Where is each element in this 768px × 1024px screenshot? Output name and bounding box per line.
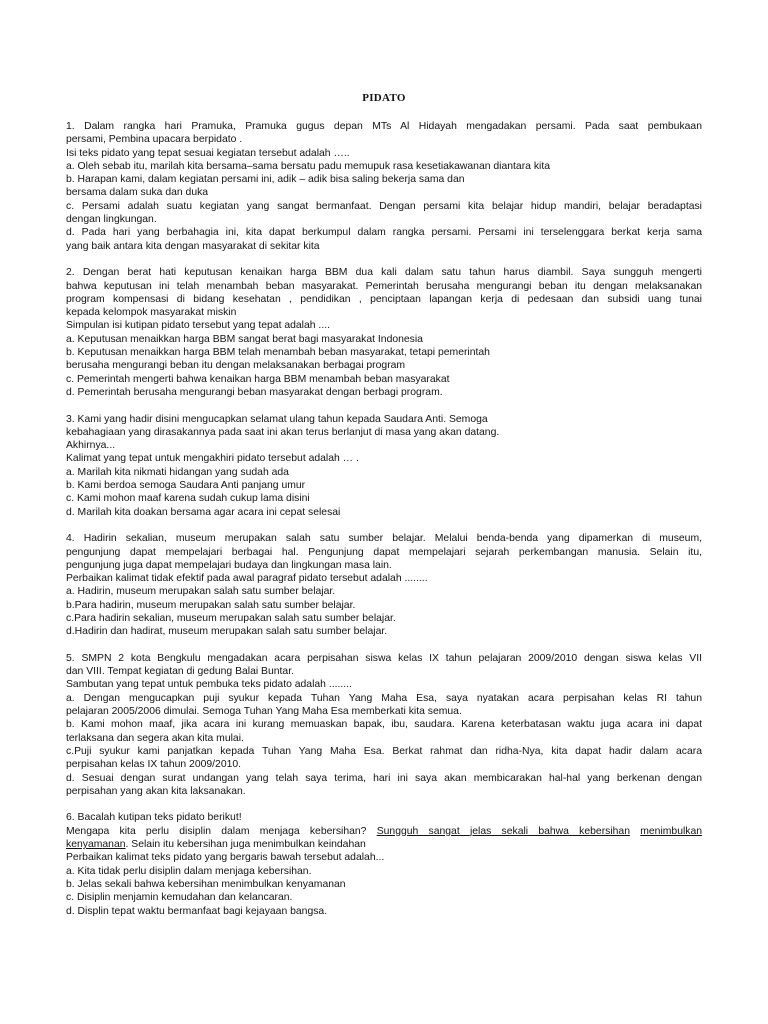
question-stem-line: pengunjung juga dapat mempelajari budaya dan lingkungan masa lain. [66,559,392,571]
quoted-plain-text: Mengapa kita perlu disiplin dalam menjaga kebersihan? [66,825,367,837]
option-b: b. Harapan kami, dalam kegiatan persami ini, adik – adik bisa saling bekerja sama dan [66,174,465,186]
option-a: a. Oleh sebab itu, marilah kita bersama–sama bersatu padu memupuk rasa kesetiakawanan diantara kita [66,160,551,172]
option-b-cont: bersama dalam suka dan duka [66,187,209,199]
question-prompt: Perbaikan kalimat tidak efektif pada awal paragraf pidato tersebut adalah ........ [66,573,428,585]
question-prompt: Perbaikan kalimat teks pidato yang bergaris bawah tersebut adalah... [66,852,385,864]
quoted-plain-text: . Selain itu kebersihan juga menimbulkan keindahan [125,839,366,851]
option-b: b.Para hadirin, museum merupakan salah satu sumber belajar. [66,599,356,611]
document-title: PIDATO [362,92,406,104]
question-6 [66,811,702,917]
option-c: c. Persami adalah suatu kegiatan yang sangat bermanfaat. Dengan persami kita belajar hidup mandiri, belajar beradaptasi [66,200,702,212]
question-stem-line: pengunjung dapat mempelajari berbagai hal. Pengunjung dapat mempelajari sejarah perkembangan manusia. Selain itu, [66,546,702,558]
option-c: c. Kami mohon maaf karena sudah cukup lama disini [66,493,310,505]
question-stem-line: kepada kelompok masyarakat miskin [66,307,237,319]
option-b: b. Keputusan menaikkan harga BBM telah menambah beban masyarakat, tetapi pemerintah [66,347,490,359]
question-prompt: Sambutan yang tepat untuk pembuka teks pidato adalah ........ [66,679,352,691]
option-d: d. Displin tepat waktu bermanfaat bagi kejayaan bangsa. [66,905,328,917]
question-5 [66,652,702,798]
question-prompt: Isi teks pidato yang tepat sesuai kegiatan tersebut adalah ….. [66,147,350,159]
question-1 [66,120,702,253]
question-prompt: Kalimat yang tepat untuk mengakhiri pidato tersebut adalah … . [66,453,359,465]
option-b-cont: terlaksana dan segera akan kita mulai. [66,732,244,744]
option-c: c. Disiplin menjamin kemudahan dan kelancaran. [66,892,293,904]
question-stem-line: dan VIII. Tempat kegiatan di gedung Balai Buntar. [66,666,294,678]
question-2 [66,266,702,399]
option-c-cont: dengan lingkungan. [66,214,157,226]
question-4 [66,532,702,638]
question-stem-line: bahwa keputusan ini telah menambah beban masyarakat. Pemerintah berusaha mengurangi beban itu dengan melaksanakan [66,280,702,292]
question-stem-line: persami, Pembina upacara berpidato . [66,134,243,146]
option-b: b. Kami berdoa semoga Saudara Anti panjang umur [66,480,306,492]
option-a: a. Marilah kita nikmati hidangan yang sudah ada [66,466,289,478]
option-c-cont: perpisahan kelas IX tahun 2009/2010. [66,759,242,771]
option-d-cont: perpisahan yang akan kita laksanakan. [66,785,246,797]
option-d: d. Sesuai dengan surat undangan yang telah saya terima, hari ini saya akan membicarakan hal-hal yang berkenan dengan [66,772,702,784]
option-b: b. Kami mohon maaf, jika acara ini kurang memuaskan bapak, ibu, saudara. Karena keterbatasan waktu juga acara ini dapat [66,719,702,731]
question-stem-line: 4. Hadirin sekalian, museum merupakan salah satu sumber belajar. Melalui benda-benda yang dipamerkan di museum, [66,533,702,545]
quoted-speech-line-2 [66,838,702,851]
option-b: b. Jelas sekali bahwa kebersihan menimbulkan kenyamanan [66,878,346,890]
option-d-cont: yang baik antara kita dengan masyarakat di sekitar kita [66,240,320,252]
question-stem-line: 1. Dalam rangka hari Pramuka, Pramuka gugus depan MTs Al Hidayah mengadakan persami. Pada saat pembukaan [66,121,702,132]
option-d: d.Hadirin dan hadirat, museum merupakan salah satu sumber belajar. [66,626,388,638]
option-b-cont: berusaha mengurangi beban itu dengan melaksanakan berbagai program [66,360,406,372]
option-d: d. Pemerintah berusaha mengurangi beban masyarakat dengan berbagi program. [66,386,443,398]
option-a: a. Dengan mengucapkan puji syukur kepada Tuhan Yang Maha Esa, saya nyatakan acara perpisahan kelas RI tahun [66,692,702,704]
option-a-cont: pelajaran 2005/2006 dimulai. Semoga Tuhan Yang Maha Esa memberkati kita semua. [66,706,462,718]
question-prompt: Simpulan isi kutipan pidato tersebut yang tepat adalah .... [66,320,330,332]
question-stem-line: kebahagiaan yang dirasakannya pada saat ini akan terus berlanjut di masa yang akan datang. [66,426,500,438]
underlined-sentence-end: kenyamanan [66,839,126,851]
option-c: c. Pemerintah mengerti bahwa kenaikan harga BBM menambah beban masyarakat [66,373,450,385]
underlined-sentence-cont: menimbulkan [640,825,703,837]
option-d: d. Marilah kita doakan bersama agar acara ini cepat selesai [66,506,341,518]
question-stem-line: program kompensasi di bidang kesehatan , pendidikan , penciptaan lapangan kerja di pedesaan dan subsidi uang tunai [66,293,702,305]
question-3 [66,413,702,519]
option-a: a. Kita tidak perlu disiplin dalam menjaga kebersihan. [66,865,312,877]
question-list [66,120,702,931]
option-a: a. Hadirin, museum merupakan salah satu sumber belajar. [66,586,336,598]
option-d: d. Pada hari yang berbahagia ini, kita dapat berkumpul dalam rangka persami. Persami ini terselenggara berkat kerja sama [66,227,702,239]
option-a: a. Keputusan menaikkan harga BBM sangat berat bagi masyarakat Indonesia [66,333,423,345]
question-stem-line: 5. SMPN 2 kota Bengkulu mengadakan acara perpisahan siswa kelas IX tahun pelajaran 2009/2010 dengan siswa kelas VII [66,652,702,664]
underlined-sentence: Sungguh sangat jelas sekali bahwa kebersihan [376,825,630,837]
question-stem-line: Akhirnya... [66,440,116,452]
quoted-speech-line-1 [66,825,702,838]
question-stem-line: 6. Bacalah kutipan teks pidato berikut! [66,812,242,824]
question-stem-line: 2. Dengan berat hati keputusan kenaikan harga BBM dua kali dalam satu tahun harus diambil. Saya sungguh mengerti [66,267,702,279]
option-c: c.Puji syukur kami panjatkan kepada Tuhan Yang Maha Esa. Berkat rahmat dan ridha-Nya, kita dapat hadir dalam acara [66,745,702,757]
option-c: c.Para hadirin sekalian, museum merupakan salah satu sumber belajar. [66,612,396,624]
question-stem-line: 3. Kami yang hadir disini mengucapkan selamat ulang tahun kepada Saudara Anti. Semoga [66,413,488,425]
